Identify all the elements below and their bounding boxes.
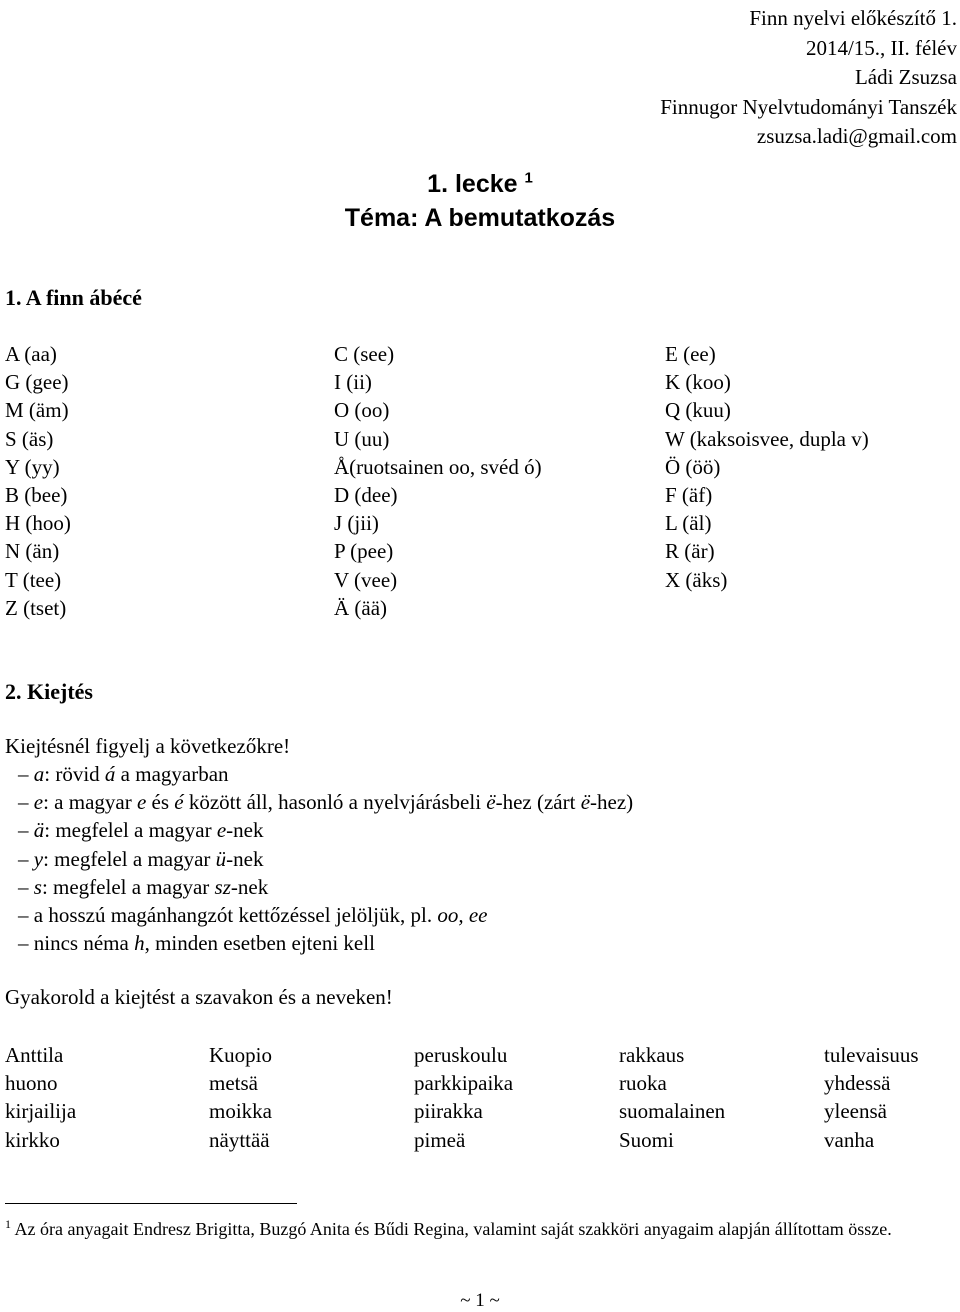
course-header (660, 4, 957, 152)
department: Finnugor Nyelvtudományi Tanszék (660, 94, 957, 119)
alphabet-letter: Y (yy) (5, 454, 60, 479)
footnote (5, 1216, 955, 1243)
practice-word: yhdessä (824, 1071, 891, 1096)
alphabet-letter: J (jii) (334, 511, 379, 536)
rule-text: -hez) (590, 790, 634, 815)
rule-text: – nincs néma (18, 931, 135, 956)
rule-example: é (174, 790, 184, 815)
alphabet-letter: Ö (öö) (665, 454, 721, 479)
practice-word: parkkipaika (414, 1071, 514, 1096)
rule-text: : rövid (44, 762, 105, 786)
pronunciation-rule (18, 875, 268, 900)
words-row (0, 1099, 960, 1127)
rule-text: -hez (zárt (495, 790, 581, 815)
alphabet-letter: X (äks) (665, 567, 728, 592)
rule-example: á (104, 762, 116, 786)
rule-text: a magyarban (115, 762, 229, 786)
alphabet-letter: B (bee) (5, 483, 68, 507)
alphabet-row (0, 483, 960, 511)
practice-word: kirjailija (5, 1099, 77, 1124)
rule-text: -nek (226, 846, 264, 871)
alphabet-letter: Å(ruotsainen oo, svéd ó) (334, 454, 542, 479)
footnote-text: Az óra anyagait Endresz Brigitta, Buzgó Anita és Bűdi Regina, valamint saját szakköri anyagaim alapján állítottam össze. (11, 1219, 892, 1239)
alphabet-letter: Ä (ää) (334, 595, 388, 620)
alphabet-row (0, 511, 960, 539)
alphabet-row (0, 398, 960, 426)
alphabet-letter: O (oo) (334, 398, 390, 423)
alphabet-row (0, 539, 960, 567)
alphabet-letter: I (ii) (334, 370, 372, 395)
rule-example: ü (215, 846, 227, 871)
rule-text: – (18, 762, 34, 786)
words-row (0, 1128, 960, 1156)
lesson-label: 1. lecke (427, 170, 518, 198)
section-heading-alphabet: 1. A finn ábécé (5, 285, 142, 310)
practice-word: tulevaisuus (824, 1043, 919, 1067)
rule-text: : megfelel a magyar (44, 818, 217, 843)
rule-text: – a hosszú magánhangzót kettőzéssel jelöljük, pl. (18, 903, 438, 927)
pronunciation-intro: Kiejtésnél figyelj a következőkre! (5, 734, 291, 758)
pronunciation-rule (18, 762, 229, 787)
alphabet-letter: K (koo) (665, 370, 731, 395)
alphabet-letter: H (hoo) (5, 511, 71, 536)
rule-text: és (146, 790, 175, 815)
rule-example: ë (486, 790, 496, 815)
alphabet-letter: W (kaksoisvee, dupla v) (665, 426, 869, 451)
alphabet-letter: P (pee) (334, 539, 394, 564)
rule-text: -nek (230, 874, 269, 899)
rule-text: – (18, 846, 34, 871)
words-row (0, 1043, 960, 1071)
practice-word: metsä (209, 1071, 258, 1096)
pronunciation-rule (18, 818, 264, 843)
practice-word: piirakka (414, 1099, 483, 1124)
section-heading-pronunciation: 2. Kiejtés (5, 679, 93, 704)
practice-word: moikka (209, 1099, 272, 1124)
alphabet-letter: R (är) (665, 539, 715, 564)
alphabet-letter: U (uu) (334, 426, 390, 451)
pronunciation-rule (18, 931, 375, 956)
lesson-title (0, 166, 960, 202)
rule-text: – (18, 790, 34, 815)
semester: 2014/15., II. félév (805, 35, 957, 60)
pronunciation-rule (18, 790, 633, 815)
alphabet-letter: A (aa) (5, 342, 57, 366)
practice-word: ruoka (619, 1071, 667, 1096)
rule-example: e (216, 818, 227, 843)
rule-example: e (33, 790, 44, 815)
rule-text: – (18, 818, 34, 843)
rule-example: ä (33, 818, 45, 843)
practice-word: huono (5, 1071, 58, 1096)
alphabet-letter: Q (kuu) (665, 398, 731, 423)
rule-example: ë (580, 790, 591, 815)
practice-word: Suomi (619, 1127, 674, 1152)
alphabet-letter: G (gee) (5, 370, 69, 395)
rule-text: között áll, hasonló a nyelvjárásbeli (183, 790, 487, 815)
practice-word: Kuopio (209, 1043, 272, 1067)
rule-example: e (136, 790, 147, 815)
footnote-marker: 1 (5, 1217, 11, 1231)
rule-example: h (134, 931, 145, 956)
footnote-ref: 1 (524, 169, 533, 187)
alphabet-letter: Z (tset) (5, 595, 67, 620)
alphabet-letter: L (äl) (665, 511, 712, 536)
email: zsuzsa.ladi@gmail.com (756, 124, 957, 148)
alphabet-letter: N (än) (5, 539, 60, 564)
rule-text: , minden esetben ejteni kell (144, 931, 375, 956)
rule-example: s (33, 874, 42, 899)
practice-word: rakkaus (619, 1043, 685, 1067)
practice-word: näyttää (209, 1127, 270, 1152)
rule-example: y (33, 846, 44, 871)
alphabet-row (0, 427, 960, 455)
author-name: Ládi Zsuzsa (854, 65, 957, 89)
practice-word: kirkko (5, 1127, 60, 1152)
practice-word: vanha (824, 1127, 875, 1152)
alphabet-letter: F (äf) (665, 483, 713, 507)
alphabet-letter: S (äs) (5, 426, 54, 451)
course-name: Finn nyelvi előkészítő 1. (749, 6, 957, 30)
practice-word: suomalainen (619, 1099, 726, 1124)
practice-instruction: Gyakorold a kiejtést a szavakon és a neveken! (5, 985, 393, 1009)
page-number: ~ 1 ~ (460, 1290, 500, 1311)
rule-example: oo, ee (437, 903, 488, 927)
alphabet-row (0, 342, 960, 370)
practice-word: peruskoulu (414, 1043, 508, 1067)
alphabet-row (0, 596, 960, 624)
words-row (0, 1071, 960, 1099)
alphabet-letter: C (see) (334, 342, 395, 366)
alphabet-letter: T (tee) (5, 567, 62, 592)
alphabet-letter: V (vee) (334, 567, 398, 592)
rule-example: a (33, 762, 45, 786)
rule-text: – (18, 874, 34, 899)
rule-text: : a magyar (43, 790, 137, 815)
practice-word: yleensä (824, 1099, 887, 1124)
pronunciation-rule (18, 847, 264, 872)
practice-word: Anttila (5, 1043, 64, 1067)
alphabet-letter: E (ee) (665, 342, 716, 366)
rule-text: -nek (226, 818, 264, 843)
alphabet-letter: M (äm) (5, 398, 69, 423)
practice-word: pimeä (414, 1127, 466, 1152)
footnote-divider (5, 1203, 297, 1204)
alphabet-row (0, 370, 960, 398)
topic-title: Téma: A bemutatkozás (344, 204, 616, 232)
alphabet-row (0, 568, 960, 596)
rule-text: : megfelel a magyar (43, 846, 216, 871)
pronunciation-rule (18, 903, 487, 928)
rule-example: sz (214, 874, 231, 899)
alphabet-row (0, 455, 960, 483)
alphabet-letter: D (dee) (334, 483, 398, 507)
rule-text: : megfelel a magyar (41, 874, 215, 899)
